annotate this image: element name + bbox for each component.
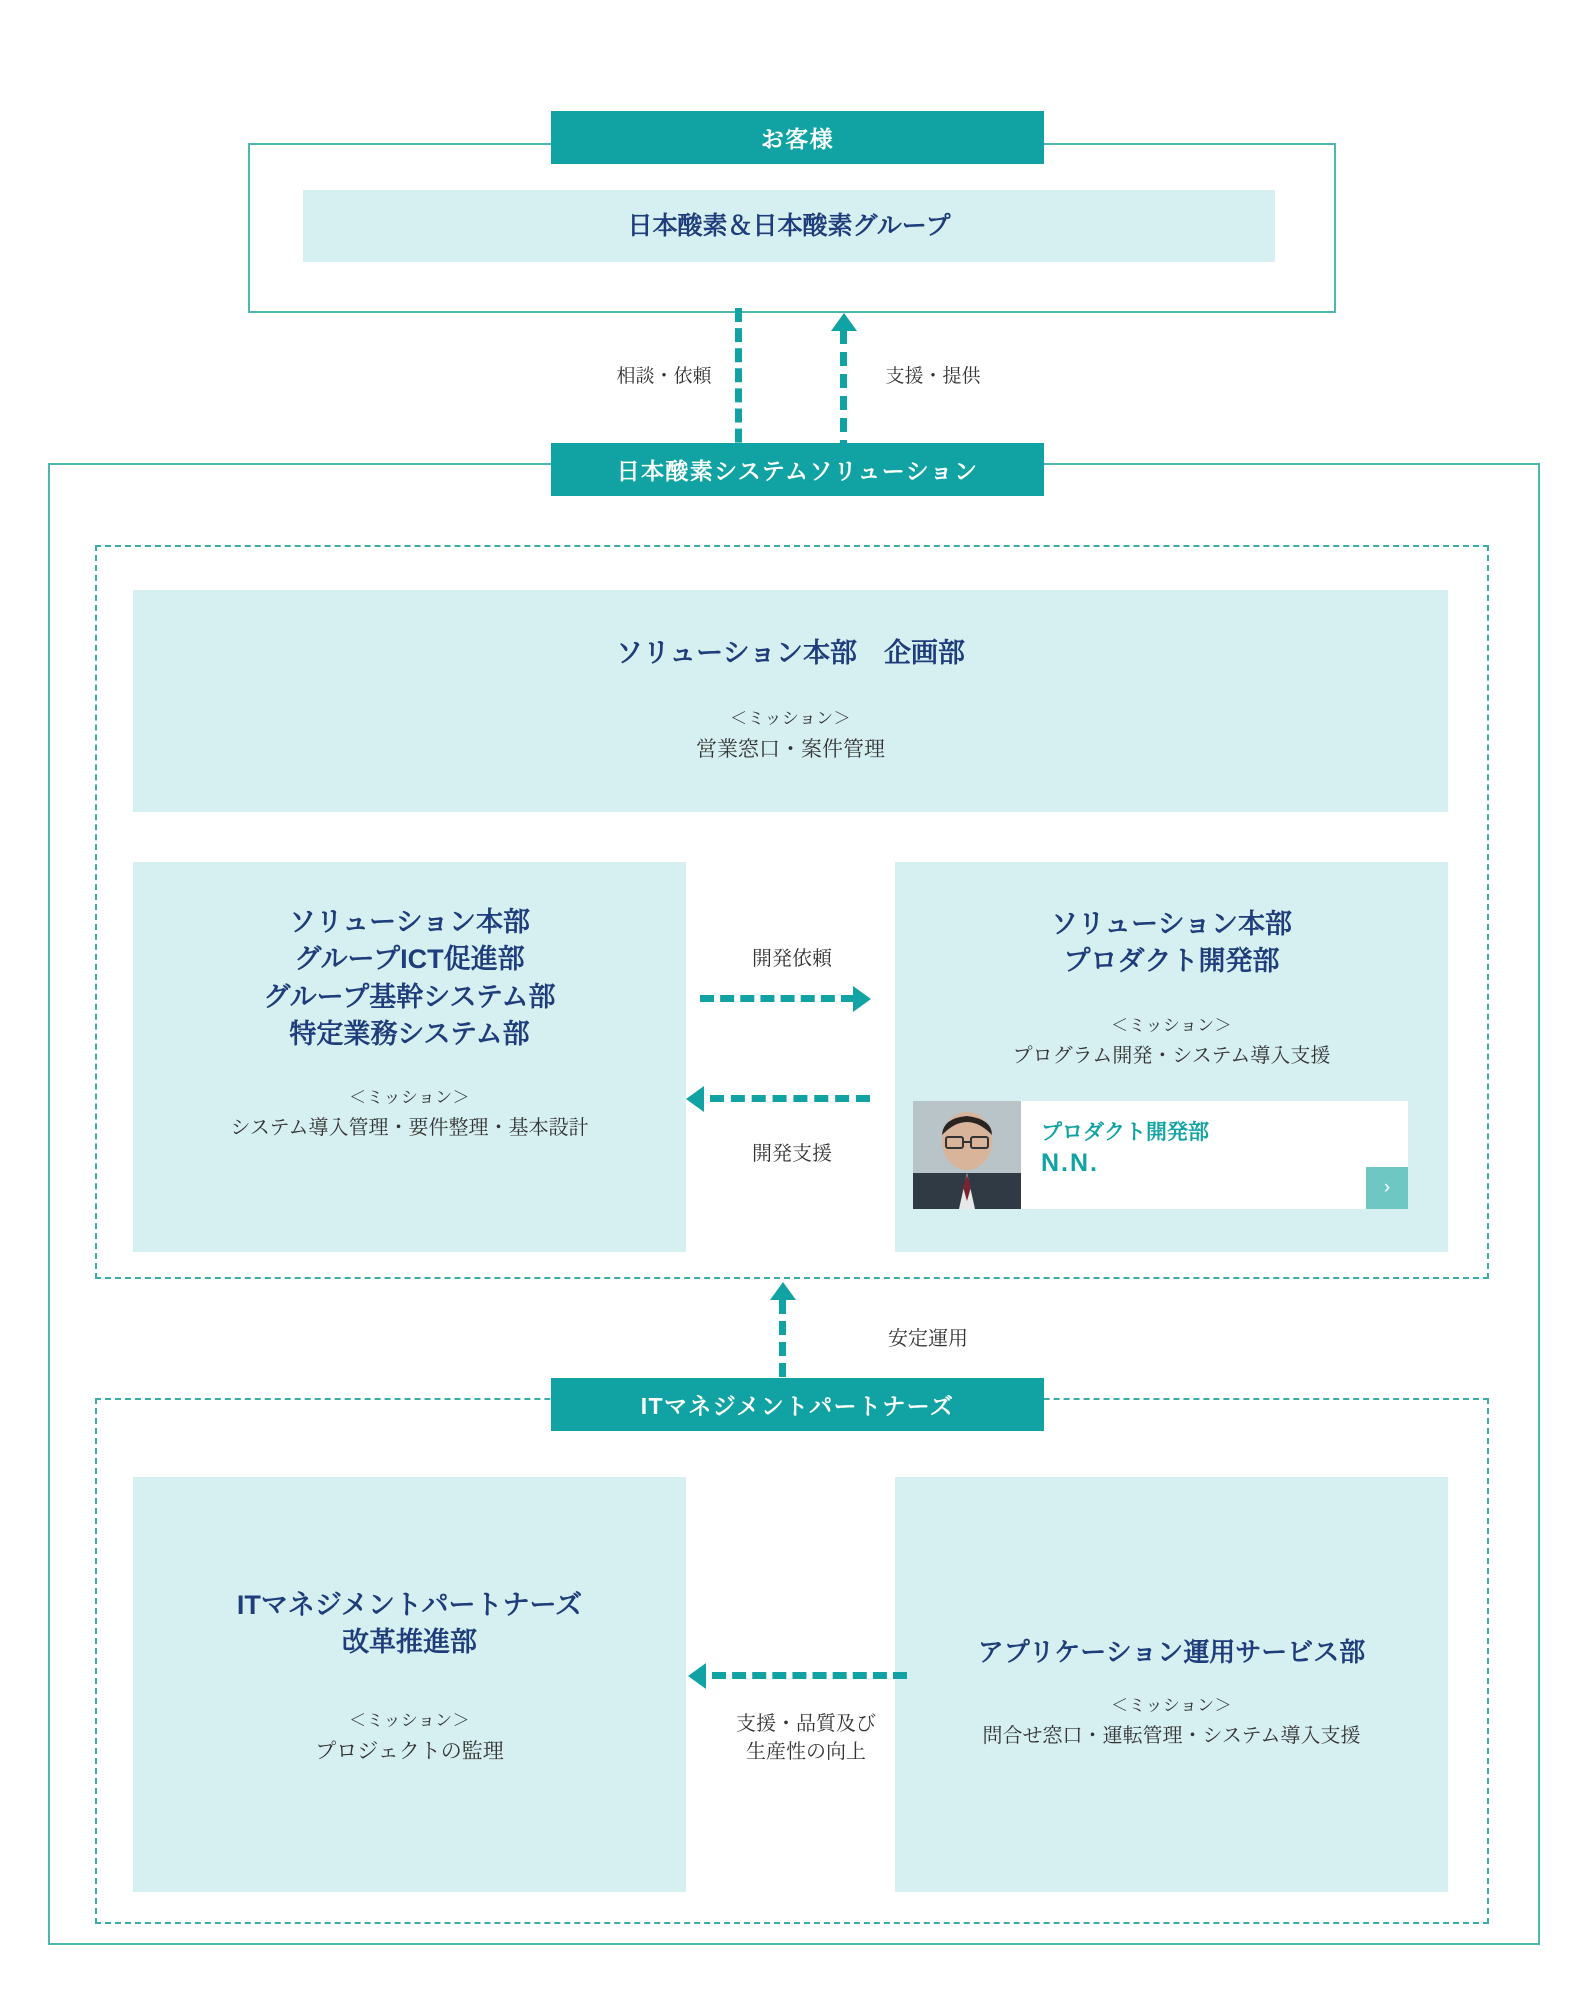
company-header [551, 443, 1044, 496]
arrow-dev-request-line [700, 995, 855, 1002]
partners-header [551, 1378, 1044, 1431]
chevron-right-icon[interactable]: › [1366, 1167, 1408, 1209]
unit-planning-mission-label: ＜ミッション＞ [730, 709, 851, 729]
person-dept: プロダクト開発部 [1041, 1121, 1209, 1144]
company-header-label: 日本酸素システムソリューション [616, 458, 979, 484]
customer-group-panel [303, 190, 1275, 262]
unit-product-title-line2: プロダクト開発部 [1063, 946, 1280, 977]
unit-ict-title [133, 904, 686, 1053]
unit-ict-mission-label: ＜ミッション＞ [349, 1088, 470, 1107]
unit-reform-title [133, 1587, 686, 1662]
avatar [913, 1101, 1021, 1209]
unit-reform [133, 1477, 686, 1892]
customer-header-label: お客様 [760, 126, 835, 152]
person-info [1021, 1101, 1408, 1209]
unit-reform-mission-label: ＜ミッション＞ [349, 1710, 470, 1730]
unit-reform-title-line1: ITマネジメントパートナーズ [236, 1590, 583, 1620]
unit-planning-mission: 営業窓口・案件管理 [696, 738, 885, 762]
arrow-dev-request-head [853, 986, 871, 1012]
flow-label-dev-request: 開発依頼 [752, 948, 832, 970]
arrow-quality-support-head [688, 1663, 706, 1689]
unit-product-mission-label: ＜ミッション＞ [1111, 1015, 1232, 1035]
arrow-stable-ops-head [770, 1282, 796, 1300]
flow-label-quality-support-line2: 生産性の向上 [746, 1741, 866, 1763]
unit-product-title [895, 906, 1448, 981]
unit-ict-title-line4: 特定業務システム部 [289, 1018, 530, 1049]
unit-appops-title: アプリケーション運用サービス部 [977, 1637, 1366, 1667]
arrow-support-head [831, 313, 857, 331]
unit-ict [133, 862, 686, 1252]
unit-appops-mission: 問合せ窓口・運転管理・システム導入支援 [982, 1724, 1361, 1747]
unit-reform-mission: プロジェクトの監理 [315, 1739, 504, 1763]
person-card[interactable] [913, 1101, 1408, 1209]
unit-ict-title-line1: ソリューション本部 [288, 907, 531, 937]
unit-appops [895, 1477, 1448, 1892]
unit-product-title-line1: ソリューション本部 [1050, 909, 1293, 939]
flow-label-dev-support: 開発支援 [752, 1143, 832, 1165]
arrow-quality-support-line [712, 1672, 907, 1679]
unit-ict-mission: システム導入管理・要件整理・基本設計 [230, 1117, 589, 1139]
flow-label-request: 相談・依頼 [616, 366, 712, 387]
unit-reform-title-line2: 改革推進部 [342, 1627, 477, 1658]
flow-label-quality-support-line1: 支援・品質及び [736, 1713, 876, 1735]
unit-planning-title: ソリューション本部 企画部 [615, 638, 966, 668]
arrow-dev-support-head [686, 1086, 704, 1112]
customer-header [551, 111, 1044, 164]
customer-group-label: 日本酸素＆日本酸素グループ [627, 211, 951, 240]
unit-planning [133, 590, 1448, 812]
unit-product-mission: プログラム開発・システム導入支援 [1012, 1044, 1331, 1067]
unit-appops-mission-label: ＜ミッション＞ [1111, 1695, 1232, 1715]
partners-header-label: ITマネジメントパートナーズ [640, 1393, 955, 1419]
flow-label-quality-support [706, 1710, 906, 1766]
flow-label-stable-ops: 安定運用 [888, 1328, 968, 1350]
unit-ict-title-line2: グループICT促進部 [294, 944, 525, 975]
arrow-dev-support-line [710, 1095, 870, 1102]
person-name: N.N. [1041, 1149, 1099, 1178]
flow-label-support-provide: 支援・提供 [885, 366, 981, 387]
unit-ict-title-line3: グループ基幹システム部 [263, 981, 556, 1012]
